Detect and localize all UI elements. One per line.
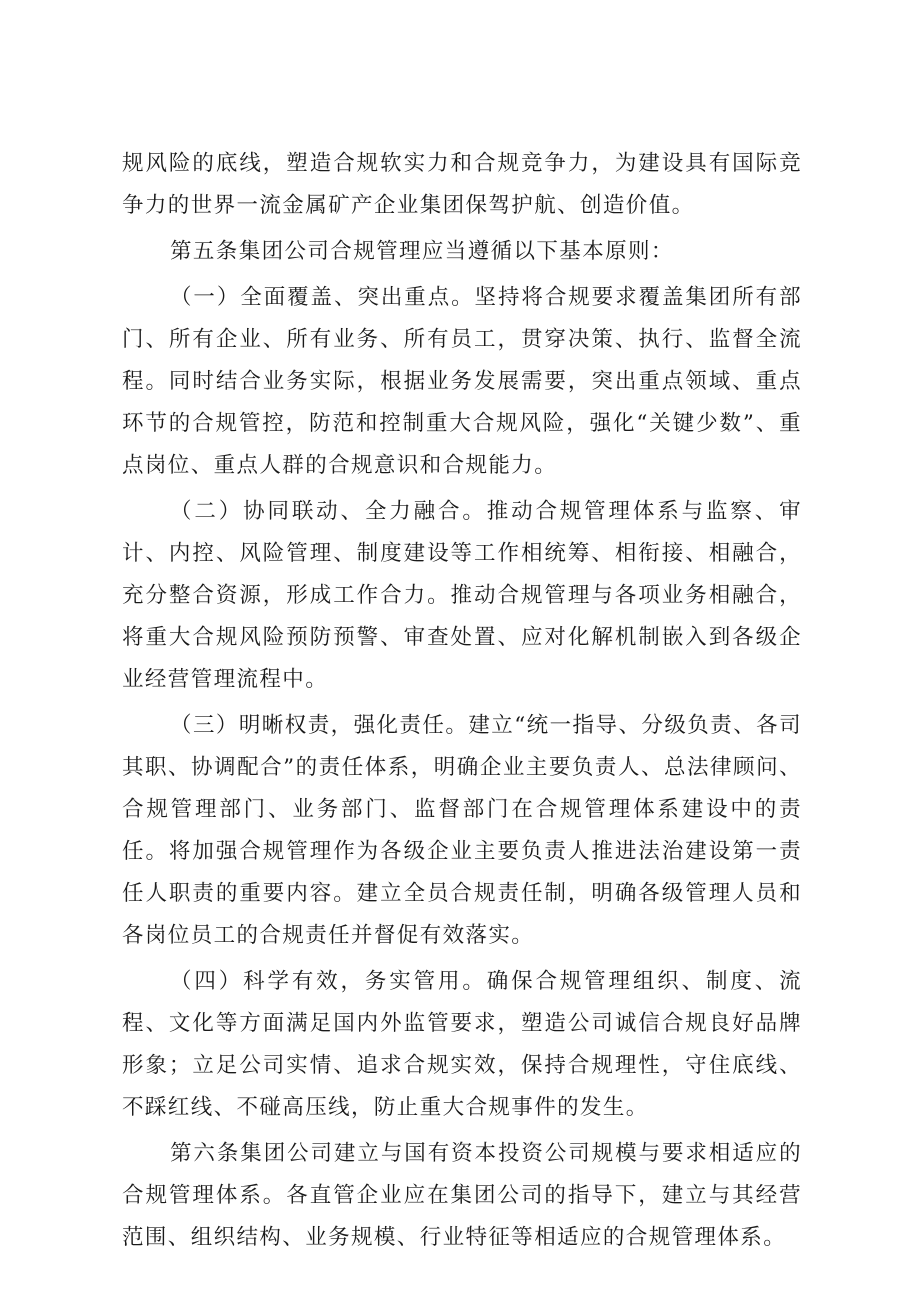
principle-1: （一）全面覆盖、突出重点。坚持将合规要求覆盖集团所有部门、所有企业、所有业务、所有员工，贯穿决策、执行、监督全流程。同时结合业务实际，根据业务发展需要，突出重点领域、重点环节的合规管控，防范和控制重大合规风险，强化“关键少数”、重点岗位、重点人群的合规意识和合规能力。	[122, 285, 802, 478]
article-6: 第六条集团公司建立与国有资本投资公司规模与要求相适应的合规管理体系。各直管企业应在集团公司的指导下，建立与其经营范围、组织结构、业务规模、行业特征等相适应的合规管理体系。	[122, 1141, 802, 1250]
article-5-heading: 第五条集团公司合规管理应当遵循以下基本原则：	[170, 239, 674, 264]
principle-4: （四）科学有效，务实管用。确保合规管理组织、制度、流程、文化等方面满足国内外监管要求，塑造公司诚信合规良好品牌形象；立足公司实情、追求合规实效，保持合规理性，守住底线、不踩红线、不碰高压线，防止重大合规事件的发生。	[122, 969, 802, 1120]
paragraph-continuation: 规风险的底线，塑造合规软实力和合规竞争力，为建设具有国际竞争力的世界一流金属矿产企业集团保驾护航、创造价值。	[122, 151, 802, 218]
principle-2: （二）协同联动、全力融合。推动合规管理体系与监察、审计、内控、风险管理、制度建设等工作相统筹、相衔接、相融合，充分整合资源，形成工作合力。推动合规管理与各项业务相融合，将重大合规风险预防预警、审查处置、应对化解机制嵌入到各级企业经营管理流程中。	[122, 499, 802, 692]
document-page	[122, 143, 802, 1259]
principle-3: （三）明晰权责，强化责任。建立“统一指导、分级负责、各司其职、协调配合”的责任体系，明确企业主要负责人、总法律顾问、合规管理部门、业务部门、监督部门在合规管理体系建设中的责任。将加强合规管理作为各级企业主要负责人推进法治建设第一责任人职责的重要内容。建立全员合规责任制，明确各级管理人员和各岗位员工的合规责任并督促有效落实。	[122, 713, 802, 948]
